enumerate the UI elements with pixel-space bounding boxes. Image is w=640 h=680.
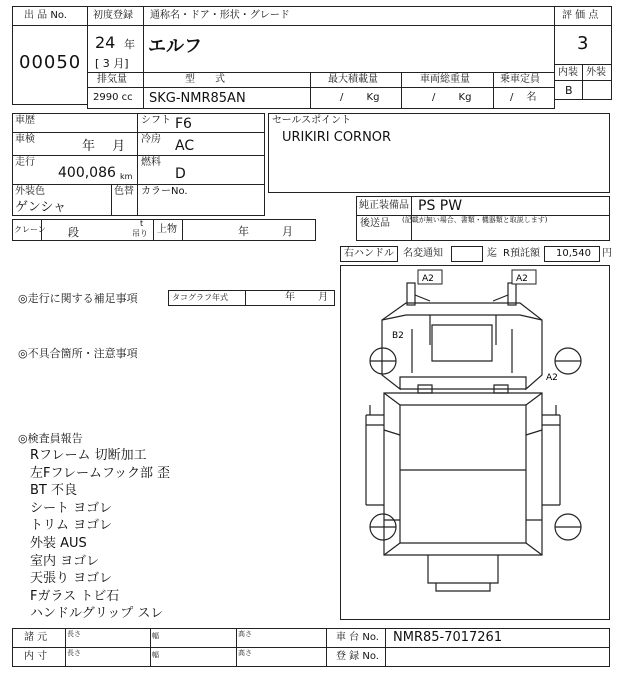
capacity: / 名	[510, 92, 537, 103]
mileage-label: 走行	[15, 157, 35, 168]
steering: 右ハンドル	[344, 248, 394, 259]
history-label: 車歴	[15, 115, 35, 126]
inspector-line: シート ヨゴレ	[30, 500, 113, 516]
footer-internal-label: 内 寸	[24, 651, 48, 662]
footer-spec-row	[65, 628, 327, 648]
color-no-label: 色替	[114, 186, 134, 197]
reg-label: 登 録 No.	[336, 651, 379, 662]
yen-label: 円	[602, 248, 612, 259]
inspector-line: トリム ヨゴレ	[30, 518, 113, 534]
standard-equipment-label: 純正装備品	[359, 200, 409, 211]
crane-hang: 吊り	[132, 229, 148, 238]
damage-mark: A2	[516, 274, 528, 284]
inspector-report-list	[30, 447, 170, 623]
inspector-line: Fガラス トビ石	[30, 588, 120, 604]
mileage-value: 400,086	[58, 165, 116, 181]
tacho-label: タコグラフ年式	[172, 293, 228, 302]
ac-label: 冷房	[141, 134, 161, 145]
lot-no-label: 出 品 No.	[24, 10, 67, 21]
exterior-score-cell	[582, 80, 612, 100]
footer-divider	[150, 628, 151, 667]
footer-height-label: 高さ	[238, 649, 252, 657]
fuel-label: 燃料	[141, 157, 161, 168]
inspection-value: 年 月	[82, 139, 126, 154]
inspector-line: 外装 AUS	[30, 535, 87, 551]
score-label: 評 価 点	[562, 10, 599, 21]
footer-divider	[236, 628, 237, 667]
damage-mark: A2	[546, 373, 558, 383]
inspector-report-title: ◎検査員報告	[18, 432, 83, 445]
reg-cell	[385, 647, 610, 667]
damage-mark: B2	[392, 331, 404, 341]
footer-length-label: 長さ	[67, 630, 81, 638]
inspector-line: Rフレーム 切断加工	[30, 448, 147, 463]
exterior-label: 外装	[586, 67, 606, 78]
name-change-suffix: 迄	[487, 248, 497, 259]
lift-date: 年 月	[238, 225, 293, 238]
score-value: 3	[577, 33, 589, 54]
crane-label: クレーン	[14, 225, 46, 234]
sales-point-text: URIKIRI CORNOR	[282, 130, 392, 145]
lot-no: 00050	[19, 52, 82, 73]
capacity-label: 乗車定員	[500, 74, 540, 85]
accessories-note: (記載が無い場合、書類・機器類と取説します)	[402, 216, 548, 224]
shift-label: シフト	[141, 115, 171, 126]
inspector-line: 左Fフレームフック部 歪	[30, 465, 171, 481]
footer-length-label: 長さ	[67, 649, 81, 657]
truck-diagram	[340, 265, 610, 620]
deposit-value: 10,540	[556, 248, 591, 259]
year-unit: 年	[124, 38, 135, 51]
inspector-line: BT 不良	[30, 483, 77, 499]
footer-spec-label: 諸 元	[24, 632, 48, 643]
displacement-label: 排気量	[97, 74, 127, 85]
crane-ton: t	[140, 219, 144, 228]
name-change-label: 名変通知	[403, 248, 443, 259]
deposit-label: R預託額	[503, 248, 540, 259]
defect-notes-title: ◎不具合箇所・注意事項	[18, 347, 138, 360]
color-label: 外装色	[15, 186, 45, 197]
car-name: エルフ	[148, 36, 202, 57]
footer-height-label: 高さ	[238, 630, 252, 638]
gross-weight: / Kg	[432, 92, 472, 103]
sales-point-label: セールスポイント	[272, 115, 352, 126]
standard-equipment: PS PW	[418, 198, 463, 214]
year-value: 24	[95, 33, 116, 52]
color-code-label: カラーNo.	[141, 186, 188, 197]
first-reg-label: 初度登録	[93, 10, 133, 21]
cab-outline-shape	[382, 303, 542, 389]
footer-internal-row	[65, 647, 327, 667]
right-mirror-shape	[508, 283, 516, 305]
model-code-label: 型 式	[185, 74, 225, 85]
car-name-cell	[143, 25, 555, 73]
inspector-line: 天張り ヨゴレ	[30, 571, 113, 587]
ac-value: AC	[175, 138, 195, 154]
fuel-value: D	[175, 166, 186, 182]
footer-width-label: 幅	[152, 651, 159, 659]
model-name-label: 通称名・ドア・形状・グレード	[150, 10, 290, 21]
cargo-body-shape	[384, 393, 542, 555]
tacho-date: 年 月	[285, 292, 329, 303]
max-load: / Kg	[340, 92, 380, 103]
driving-notes-title: ◎走行に関する補足事項	[18, 292, 138, 305]
color-value: ゲンシャ	[15, 200, 67, 215]
gross-weight-label: 車両総重量	[420, 74, 470, 85]
footer-width-label: 幅	[152, 632, 159, 640]
left-mirror-shape	[407, 283, 415, 305]
crane-stage: 段	[68, 226, 79, 239]
accessories-label: 後送品	[360, 218, 390, 229]
inspector-line: 室内 ヨゴレ	[30, 553, 100, 569]
name-change-box	[451, 246, 483, 262]
displacement: 2990 cc	[93, 92, 133, 103]
inspector-line: ハンドルグリップ スレ	[30, 606, 164, 622]
model-code-label-cell	[143, 72, 311, 88]
mileage-unit: km	[120, 172, 133, 181]
interior-label: 内装	[558, 67, 578, 78]
month-value: [ 3 月]	[95, 57, 129, 70]
interior-score: B	[565, 84, 573, 97]
chassis-value: NMR85-7017261	[393, 630, 503, 645]
inspection-label: 車検	[15, 134, 35, 145]
lift-label: 上物	[157, 224, 177, 235]
shift-value: F6	[175, 116, 192, 132]
damage-mark: A2	[422, 274, 434, 284]
windshield-shape	[432, 325, 492, 361]
chassis-label: 車 台 No.	[336, 632, 379, 643]
model-code: SKG-NMR85AN	[149, 91, 246, 106]
max-load-label: 最大積載量	[328, 74, 378, 85]
